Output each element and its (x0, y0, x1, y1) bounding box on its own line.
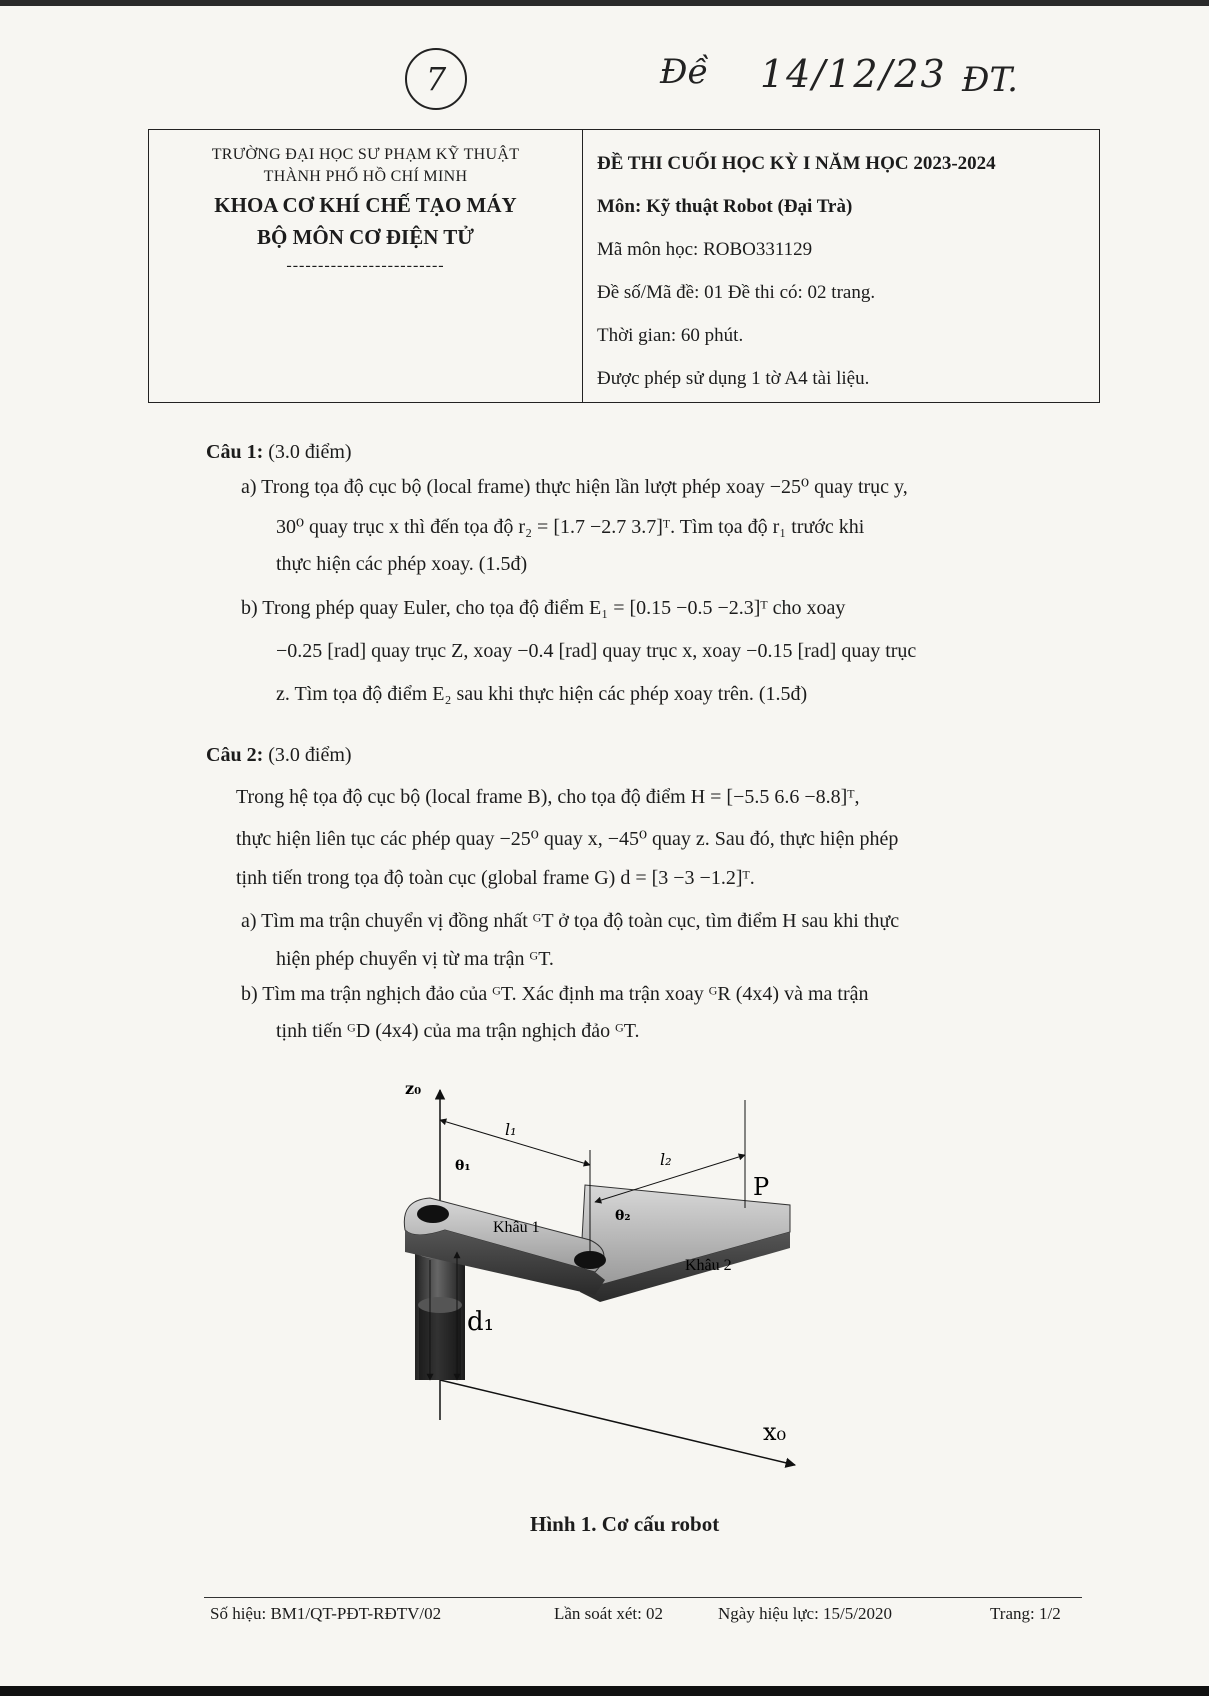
exam-info-block (583, 130, 1099, 402)
label-x0: x₀ (763, 1418, 787, 1446)
scan-edge-bottom (0, 1686, 1209, 1696)
question2-label: Câu 2: (206, 744, 264, 766)
q2b-line2: tịnh tiến ᴳD (4x4) của ma trận nghịch đảo ᴳT. (276, 1020, 640, 1042)
subject: Môn: Kỹ thuật Robot (Đại Trà) (597, 196, 853, 217)
university-line2: THÀNH PHỐ HỒ CHÍ MINH (263, 168, 468, 185)
label-d1: d₁ (467, 1307, 495, 1337)
department-name: BỘ MÔN CƠ ĐIỆN TỬ (256, 225, 474, 249)
footer-revision: Lần soát xét: 02 (554, 1604, 664, 1623)
institution-block (149, 130, 583, 402)
course-code: Mã môn học: ROBO331129 (597, 239, 813, 260)
question1-points: (3.0 điểm) (263, 441, 352, 463)
footer-page: Trang: 1/2 (990, 1604, 1061, 1623)
footer-divider (204, 1597, 1082, 1598)
duration: Thời gian: 60 phút. (597, 325, 744, 346)
exam-title: ĐỀ THI CUỐI HỌC KỲ I NĂM HỌC 2023-2024 (597, 153, 996, 174)
robot-mechanism-figure (395, 1080, 840, 1480)
q2b-line1: b) Tìm ma trận nghịch đảo của ᴳT. Xác định ma trận xoay ᴳR (4x4) và ma trận (241, 983, 869, 1005)
label-l2: l₂ (660, 1150, 672, 1169)
scan-edge-top (0, 0, 1209, 6)
base-column-ring (418, 1297, 462, 1313)
figure-caption: Hình 1. Cơ cấu robot (530, 1512, 720, 1536)
handwritten-dt: ĐT. (962, 60, 1018, 100)
handwritten-date: 14/12/23 (760, 52, 947, 96)
q1b-line3: z. Tìm tọa độ điểm E₂ sau khi thực hiện các phép xoay trên. (1.5đ) (276, 683, 808, 705)
q2-intro-line2: thực hiện liên tục các phép quay −25⁰ quay x, −45⁰ quay z. Sau đó, thực hiện phép (236, 828, 899, 850)
label-p: P (753, 1173, 770, 1201)
circled-number-text: 7 (425, 60, 447, 98)
university-line1: TRƯỜNG ĐẠI HỌC SƯ PHẠM KỸ THUẬT (211, 146, 520, 163)
materials-allowed: Được phép sử dụng 1 tờ A4 tài liệu. (597, 368, 870, 389)
x0-axis (440, 1380, 795, 1465)
handwritten-de: Đề (660, 52, 709, 92)
question1-label: Câu 1: (206, 441, 264, 463)
q2-intro-line1: Trong hệ tọa độ cục bộ (local frame B), cho tọa độ điểm H = [−5.5 6.6 −8.8]ᵀ, (236, 786, 860, 808)
q1a-line2: 30⁰ quay trục x thì đến tọa độ r₂ = [1.7 −2.7 3.7]ᵀ. Tìm tọa độ r₁ trước khi (276, 516, 865, 538)
faculty-name: KHOA CƠ KHÍ CHẾ TẠO MÁY (214, 193, 517, 217)
label-link1: Khâu 1 (493, 1219, 540, 1236)
question1-title (206, 441, 352, 464)
question2-points: (3.0 điểm) (263, 744, 352, 766)
base-column-lower (419, 1305, 461, 1380)
q1a-line3: thực hiện các phép xoay. (1.5đ) (276, 553, 528, 575)
q1b-line1: b) Trong phép quay Euler, cho tọa độ điểm E₁ = [0.15 −0.5 −2.3]ᵀ cho xoay (241, 597, 846, 619)
exam-header-table (148, 129, 1100, 403)
footer-effective-date: Ngày hiệu lực: 15/5/2020 (718, 1604, 892, 1623)
label-link2: Khâu 2 (685, 1257, 732, 1274)
label-theta2: θ₂ (615, 1208, 631, 1224)
q1b-line2: −0.25 [rad] quay trục Z, xoay −0.4 [rad] quay trục x, xoay −0.15 [rad] quay trục (276, 640, 917, 662)
question2-title (206, 744, 352, 767)
label-z0: z₀ (405, 1080, 422, 1098)
q2a-line2: hiện phép chuyển vị từ ma trận ᴳT. (276, 948, 554, 970)
q2a-line1: a) Tìm ma trận chuyển vị đồng nhất ᴳT ở tọa độ toàn cục, tìm điểm H sau khi thực (241, 910, 900, 932)
header-divider: ------------------------- (286, 257, 445, 274)
label-l1: l₁ (505, 1120, 517, 1139)
label-theta1: θ₁ (455, 1158, 471, 1174)
handwritten-circled-number (405, 48, 467, 110)
exam-number: Đề số/Mã đề: 01 Đề thi có: 02 trang. (597, 282, 876, 303)
joint1-hole (417, 1205, 449, 1223)
footer-doc-code: Số hiệu: BM1/QT-PĐT-RĐTV/02 (210, 1604, 442, 1623)
q1a-line1: a) Trong tọa độ cục bộ (local frame) thực hiện lần lượt phép xoay −25⁰ quay trục y, (241, 476, 908, 498)
q2-intro-line3: tịnh tiến trong tọa độ toàn cục (global frame G) d = [3 −3 −1.2]ᵀ. (236, 867, 755, 889)
